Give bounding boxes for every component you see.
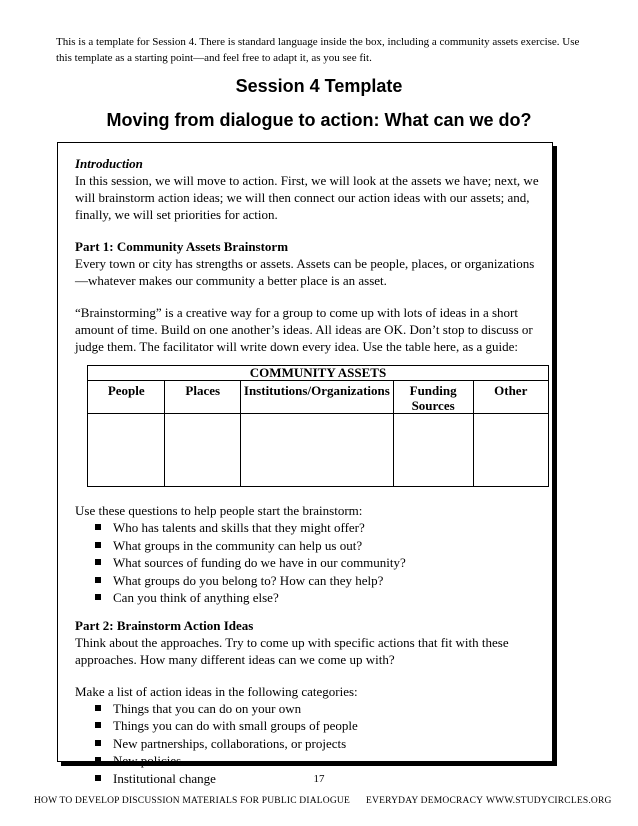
list-item: New partnerships, collaborations, or projects [95,735,545,753]
square-bullet-icon [95,524,101,530]
square-bullet-icon [95,705,101,711]
table-cell-people[interactable] [88,414,165,487]
part2-text: Think about the approaches. Try to come up with specific actions that fit with these approaches. How many different ideas can we come up with? [75,634,509,667]
questions-list [75,519,545,607]
column-header-funding: Funding Sources [393,381,473,414]
square-bullet-icon [95,740,101,746]
list-item: What sources of funding do we have in our community? [95,554,545,572]
footer-url[interactable]: WWW.STUDYCIRCLES.ORG [486,796,612,806]
square-bullet-icon [95,542,101,548]
square-bullet-icon [95,577,101,583]
list-item: Can you think of anything else? [95,589,545,607]
list-item: Things you can do with small groups of people [95,717,545,735]
table-cell-places[interactable] [165,414,240,487]
part2-list-intro: Make a list of action ideas in the following categories: [75,683,358,699]
column-header-other: Other [473,381,548,414]
list-item: Who has talents and skills that they might offer? [95,519,545,537]
table-caption: COMMUNITY ASSETS [88,366,549,381]
square-bullet-icon [95,594,101,600]
page-number: 17 [313,773,325,785]
square-bullet-icon [95,722,101,728]
table-cell-other[interactable] [473,414,548,487]
table-cell-institutions[interactable] [240,414,393,487]
column-header-institutions: Institutions/Organizations [240,381,393,414]
square-bullet-icon [95,559,101,565]
list-item: New policies [95,752,545,770]
part2-heading: Part 2: Brainstorm Action Ideas [75,617,254,633]
list-item: Things that you can do on your own [95,700,545,718]
introduction-text: In this session, we will move to action. First, we will look at the assets we have; next, we will brainstorm action ideas; we will then connect our action ideas with our assets; and, finally, we will set priorities for action. [75,173,539,222]
page-title: Session 4 Template [235,76,403,96]
column-header-places: Places [165,381,240,414]
header-note: This is a template for Session 4. There is standard language inside the box, including a community assets exercise. Use this template as a starting point—and feel free to adapt it, as you see fit. [56,36,580,64]
community-assets-table [87,365,549,487]
introduction-heading: Introduction [75,156,143,171]
questions-intro: Use these questions to help people start the brainstorm: [75,503,363,518]
table-cell-funding[interactable] [393,414,473,487]
box-content [75,155,545,787]
footer-title: HOW TO DEVELOP DISCUSSION MATERIALS FOR PUBLIC DIALOGUE [34,796,350,806]
square-bullet-icon [95,757,101,763]
part1-heading: Part 1: Community Assets Brainstorm [75,239,289,254]
brainstorm-text: “Brainstorming” is a creative way for a group to come up with lots of ideas in a short amount of time. Build on one another’s ideas. All ideas are OK. Don’t stop to discuss or judge them. The facilitator will write down every idea. Use the table here, as a guide: [75,305,533,354]
part1-text: Every town or city has strengths or assets. Assets can be people, places, or organizations—whatever makes our community a better place is an asset. [75,256,535,288]
list-item: Institutional change [95,770,545,788]
column-header-people: People [88,381,165,414]
page-subtitle: Moving from dialogue to action: What can we do? [106,110,532,130]
footer-organization: EVERYDAY DEMOCRACY [366,796,484,806]
list-item: What groups do you belong to? How can they help? [95,572,545,590]
list-item: What groups in the community can help us out? [95,537,545,555]
